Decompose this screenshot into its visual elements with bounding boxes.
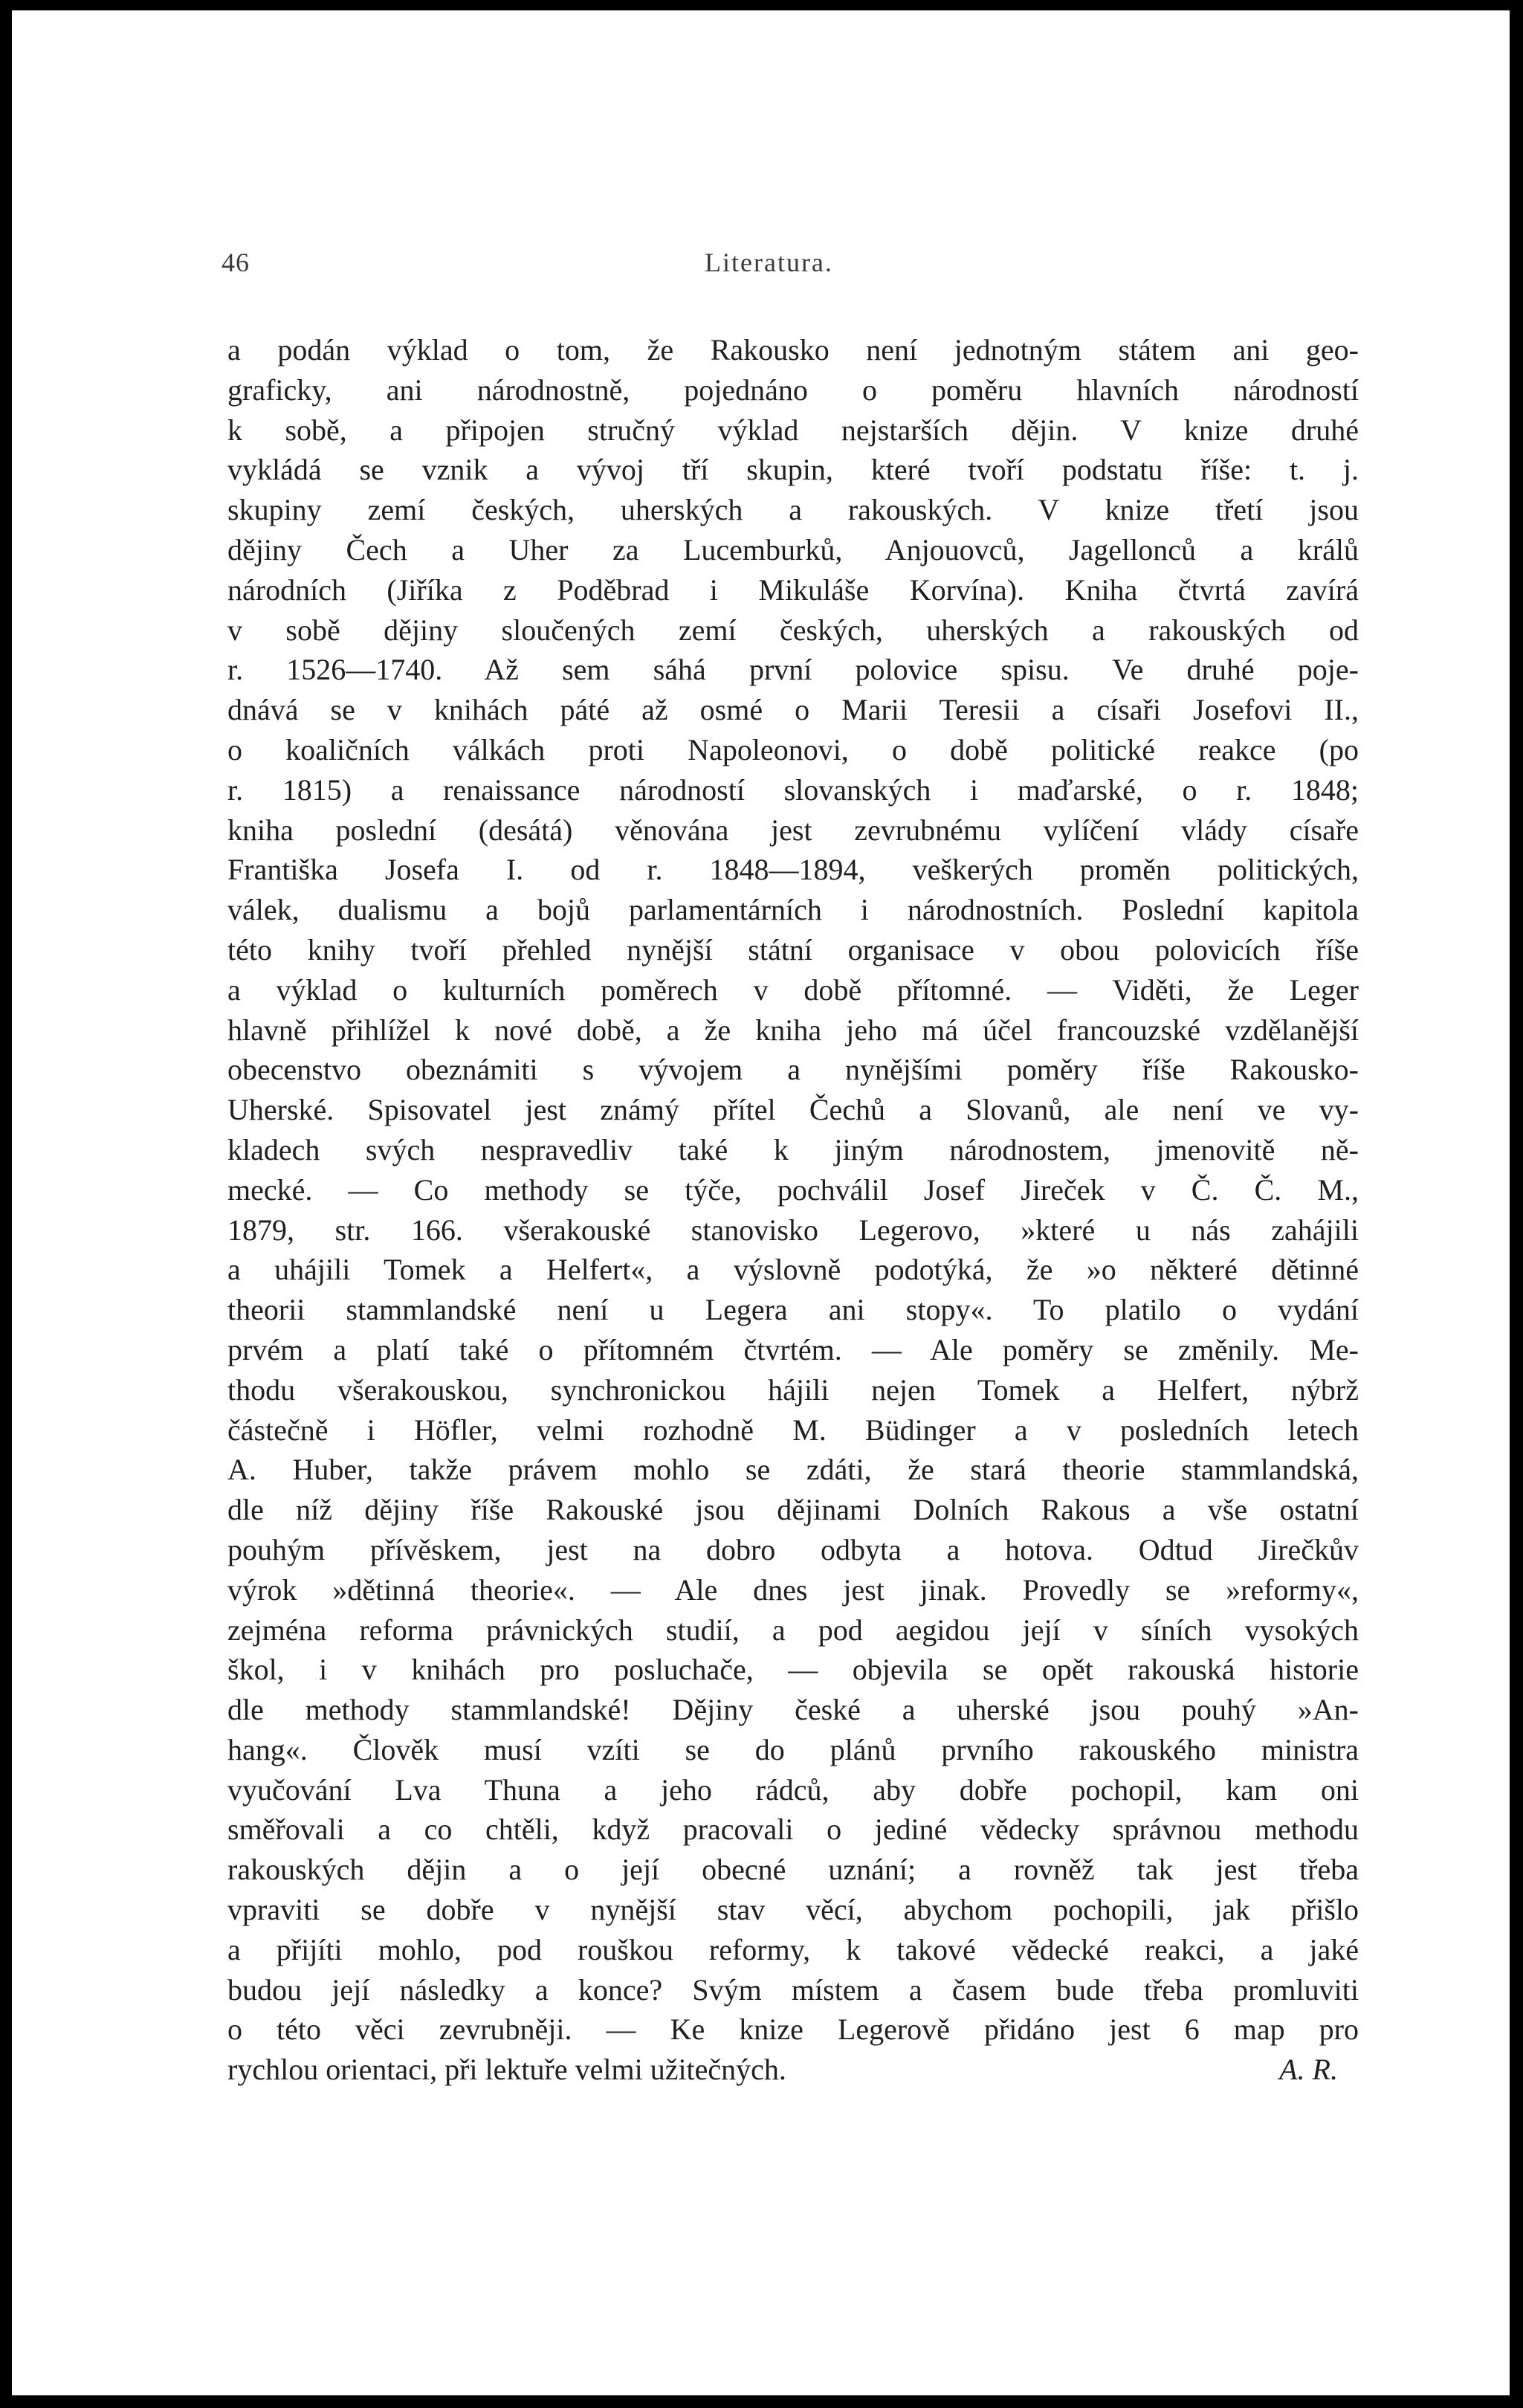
text-line: vpraviti se dobře v nynější stav věcí, abychom pochopili, jak přišlo	[227, 1893, 1359, 1927]
text-line: vykládá se vznik a vývoj tří skupin, které tvoří podstatu říše: t. j.	[227, 453, 1359, 487]
text-line: thodu všerakouskou, synchronickou hájili nejen Tomek a Helfert, nýbrž	[227, 1372, 1359, 1407]
text-line: kniha poslední (desátá) věnována jest zevrubnému vylíčení vlády císaře	[227, 813, 1359, 847]
text-line: mecké. — Co methody se týče, pochválil Josef Jireček v Č. Č. M.,	[227, 1172, 1359, 1207]
text-line: 1879, str. 166. všerakouské stanovisko Legerovo, »které u nás zahájili	[227, 1213, 1359, 1247]
text-line: hlavně přihlížel k nové době, a že kniha jeho má účel francouzské vzdělanější	[227, 1013, 1359, 1047]
page	[12, 10, 1510, 2395]
text-line: a výklad o kulturních poměrech v době přítomné. — Viděti, že Leger	[227, 972, 1359, 1007]
text-line: budou její následky a konce? Svým místem a časem bude třeba promluviti	[227, 1972, 1359, 2007]
text-line: k sobě, a připojen stručný výklad nejstarších dějin. V knize druhé	[227, 413, 1359, 447]
text-line: r. 1526—1740. Až sem sáhá první polovice spisu. Ve druhé poje-	[227, 653, 1359, 687]
text-line: dnává se v knihách páté až osmé o Marii Teresii a císaři Josefovi II.,	[227, 693, 1359, 727]
running-head	[214, 247, 1362, 291]
text-line: válek, dualismu a bojů parlamentárních i národnostních. Poslední kapitola	[227, 893, 1359, 927]
text-line: kladech svých nespravedliv také k jiným národnostem, jmenovitě ně-	[227, 1132, 1359, 1166]
text-line: a uhájili Tomek a Helfert«, a výslovně podotýká, že »o některé dětinné	[227, 1253, 1359, 1287]
text-line: a přijíti mohlo, pod rouškou reformy, k takové vědecké reakci, a jaké	[227, 1932, 1359, 1966]
text-line: Františka Josefa I. od r. 1848—1894, veškerých proměn politických,	[227, 853, 1359, 887]
text-line: A. Huber, takže právem mohlo se zdáti, že stará theorie stammlandská,	[227, 1453, 1359, 1487]
text-line: r. 1815) a renaissance národností slovanských i maďarské, o r. 1848;	[227, 772, 1359, 807]
text-line: theorii stammlandské není u Legera ani stopy«. To platilo o vydání	[227, 1293, 1359, 1327]
text-line: Uherské. Spisovatel jest známý přítel Čechů a Slovanů, ale není ve vy-	[227, 1093, 1359, 1127]
body-text	[227, 330, 1359, 2090]
text-line: vyučování Lva Thuna a jeho rádců, aby dobře pochopil, kam oni	[227, 1772, 1359, 1807]
text-line: obecenstvo obeznámiti s vývojem a nynějšími poměry říše Rakousko-	[227, 1053, 1359, 1087]
section-title: Literatura.	[705, 248, 833, 277]
text-line: skupiny zemí českých, uherských a rakouských. V knize třetí jsou	[227, 493, 1359, 527]
last-line-row	[227, 2050, 1359, 2090]
text-line: a podán výklad o tom, že Rakousko není jednotným státem ani geo-	[227, 333, 1359, 367]
text-line: výrok »dětinná theorie«. — Ale dnes jest jinak. Provedly se »reformy«,	[227, 1572, 1359, 1607]
text-line: rychlou orientaci, při lektuře velmi užitečných.	[227, 2053, 786, 2087]
page-number: 46	[222, 248, 250, 277]
text-line: o koaličních válkách proti Napoleonovi, o době politické reakce (po	[227, 732, 1359, 766]
text-line: škol, i v knihách pro posluchače, — objevila se opět rakouská historie	[227, 1653, 1359, 1687]
text-line: rakouských dějin a o její obecné uznání; a rovněž tak jest třeba	[227, 1853, 1359, 1887]
text-line: dějiny Čech a Uher za Lucemburků, Anjouovců, Jagellonců a králů	[227, 532, 1359, 567]
text-line: směřovali a co chtěli, když pracovali o jediné vědecky správnou methodu	[227, 1813, 1359, 1847]
author-signature: A. R.	[1279, 2053, 1338, 2087]
text-line: částečně i Höfler, velmi rozhodně M. Büdinger a v posledních letech	[227, 1413, 1359, 1447]
text-line: hang«. Člověk musí vzíti se do plánů prvního rakouského ministra	[227, 1732, 1359, 1766]
text-line: prvém a platí také o přítomném čtvrtém. — Ale poměry se změnily. Me-	[227, 1332, 1359, 1366]
text-line: v sobě dějiny sloučených zemí českých, uherských a rakouských od	[227, 613, 1359, 647]
text-line: této knihy tvoří přehled nynější státní organisace v obou polovicích říše	[227, 932, 1359, 966]
text-line: dle níž dějiny říše Rakouské jsou dějinami Dolních Rakous a vše ostatní	[227, 1493, 1359, 1527]
text-line: zejména reforma právnických studií, a pod aegidou její v síních vysokých	[227, 1613, 1359, 1647]
text-line: dle methody stammlandské! Dějiny české a uherské jsou pouhý »An-	[227, 1693, 1359, 1727]
text-line: národních (Jiříka z Poděbrad i Mikuláše Korvína). Kniha čtvrtá zavírá	[227, 572, 1359, 607]
text-line: o této věci zevrubněji. — Ke knize Legerově přidáno jest 6 map pro	[227, 2012, 1359, 2047]
text-line: graficky, ani národnostně, pojednáno o poměru hlavních národností	[227, 372, 1359, 407]
text-line: pouhým přívěskem, jest na dobro odbyta a hotova. Odtud Jirečkův	[227, 1532, 1359, 1566]
